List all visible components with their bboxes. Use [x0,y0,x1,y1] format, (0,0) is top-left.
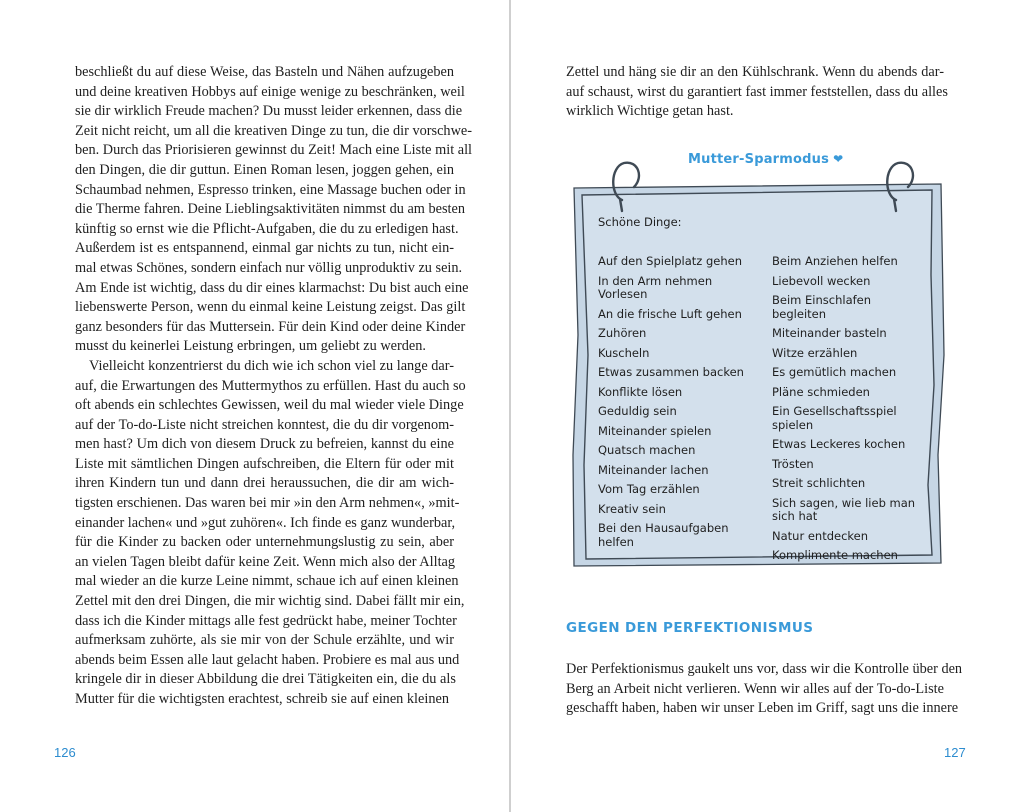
note-list-item: Liebevoll wecken [772,273,871,288]
text-line: oft abends ein schlechtes Gewissen, weil du mal wieder viele Dinge [75,397,464,414]
note-list-item: Miteinander lachen [598,462,709,477]
left-page-body-text [75,63,473,710]
text-line: künftig so ernst wie die Pflicht-Aufgaben, die du zu erledigen hast. [75,220,459,237]
note-list-item: Sich sagen, wie lieb man sich hat [772,495,916,523]
text-line: und deine kreativen Hobbys auf einige wenige zu beschränken, weil [75,83,465,100]
page-number-left: 126 [54,745,76,760]
text-line: die Therme fahren. Deine Lieblingsaktivitäten nimmst du am besten [75,201,466,218]
text-line: wirklich Wichtige getan hast. [566,103,734,120]
note-list-item: Vom Tag erzählen [598,482,700,496]
text-line: Mutter für die wichtigsten erachtest, schreib sie auf einen kleinen [75,691,449,707]
text-line: ganz besonders für das Muttersein. Für dein Kind oder deine Kinder [75,318,466,335]
page-number-right: 127 [944,745,966,760]
note-title-text: Mutter-Sparmodus [688,152,830,167]
text-line: tigsten erschienen. Das waren bei mir »in den Arm nehmen«, »mit- [75,495,460,512]
note-list-item: Beim Einschlafen begleiten [772,293,872,321]
text-line: Außerdem ist es entspannend, einmal gar nichts zu tun, nicht ein- [75,240,454,257]
note-list-item: An die frische Luft gehen [598,306,742,321]
note-title [688,152,843,167]
note-heading: Schöne Dinge: [598,215,682,229]
text-line: ihren Kindern tun und dann drei heraussuchen, die dir am wich- [75,475,454,492]
text-line: für die Kinder zu backen oder unternehmungslustig zu sein, aber [75,534,454,551]
note-list-item: In den Arm nehmen Vorlesen [598,273,713,301]
note-list-item: Quatsch machen [598,443,696,457]
text-line: mal wieder an die kurze Leine nimmt, schaue ich auf einen kleinen [75,573,459,590]
note-list-item: Konflikte lösen [598,384,683,399]
text-line: sie dir wirklich Freude machen? Du musst leider erkennen, dass die [75,103,463,120]
text-line: aufmerksam zuhörte, als sie mir von der Schule erzählte, und wir [75,632,454,649]
note-list-item: Beim Anziehen helfen [772,254,898,268]
note-list-item: Miteinander basteln [772,326,887,340]
text-line: den Dingen, die dir guttun. Einen Roman lesen, joggen gehen, ein [75,161,454,178]
text-line: men hast? Um dich von diesem Druck zu befreien, kannst du eine [75,436,454,453]
text-line: geschafft haben, haben wir unser Leben im Griff, sagt uns die innere [566,700,959,717]
note-list-item: Geduldig sein [598,404,677,418]
text-line: dass ich die Kinder mittags alle fest gedrückt habe, meiner Tochter [75,612,457,629]
note-list-left [598,255,763,555]
text-line: kringele dir in dieser Abbildung die drei Tätigkeiten ein, die du als [75,671,456,688]
text-line: beschließt du auf diese Weise, das Basteln und Nähen aufzugeben [75,64,454,80]
text-line: ben. Durch das Priorisieren gewinnst du Zeit! Mach eine Liste mit all [75,142,473,159]
note-list-item: Auf den Spielplatz gehen [598,254,743,268]
right-page-intro-text [566,63,948,122]
note-list-item: Natur entdecken [772,528,869,543]
note-list-item: Zuhören [598,326,647,340]
text-line: Zettel und häng sie dir an den Kühlschrank. Wenn du abends dar- [566,64,944,80]
note-list-item: Trösten [772,456,814,471]
text-line: auf schaust, wirst du garantiert fast immer feststellen, dass du alles [566,83,948,100]
right-page-bottom-text [566,660,963,719]
text-line: Liste mit sämtlichen Dingen aufschreiben, die Eltern für oder mit [75,455,454,472]
text-line: abends beim Essen alle laut gelacht haben. Probiere es mal aus und [75,651,460,668]
note-list-item: Es gemütlich machen [772,365,897,379]
text-line: liebenswerte Person, wenn du einmal keine Leistung zeigst. Das gilt [75,299,466,316]
note-list-item: Streit schlichten [772,476,866,490]
text-line: Berg an Arbeit nicht verlieren. Wenn wir alles auf der To-do-Liste [566,680,944,697]
text-line: mal etwas Schönes, sondern einfach nur völlig unproduktiv zu sein. [75,259,463,276]
text-line: Der Perfektionismus gaukelt uns vor, dass wir die Kontrolle über den [566,661,963,677]
note-list-item: Bei den Hausaufgaben helfen [598,521,729,549]
note-list-item: Pläne schmieden [772,384,870,399]
text-line: einander lachen« und »gut zuhören«. Ich finde es ganz wunderbar, [75,514,456,531]
note-list-item: Kuscheln [598,345,650,360]
section-heading: GEGEN DEN PERFEKTIONISMUS [566,620,814,636]
text-line: Vielleicht konzentrierst du dich wie ich schon viel zu lange dar- [89,357,454,374]
note-list-item: Etwas Leckeres kochen [772,437,906,451]
text-line: an vielen Tagen bleibt dafür keine Zeit. Wenn mich also der Alltag [75,553,456,570]
text-line: auf der To-do-Liste nicht streichen konntest, die du dir vorgenom- [75,416,454,433]
text-line: Schaumbad nehmen, Espresso trinken, eine Massage buchen oder in [75,181,466,198]
note-list-item: Ein Gesellschaftsspiel spielen [772,404,897,432]
note-list-item: Etwas zusammen backen [598,365,744,379]
text-line: auf, die Erwartungen des Muttermythos zu erfüllen. Hast du auch so [75,377,466,394]
note-list-item: Miteinander spielen [598,423,712,438]
text-line: musst du keinerlei Leistung erbringen, um geliebt zu werden. [75,338,426,355]
note-list-item: Witze erzählen [772,345,858,360]
text-line: Zettel mit den drei Dingen, die mir wichtig sind. Dabei fällt mir ein, [75,593,465,610]
note-list-item: Kreativ sein [598,501,666,516]
text-line: Am Ende ist wichtig, dass du dir eines klarmachst: Du bist auch eine [75,279,469,296]
heart-icon: ❤ [833,152,844,166]
note-list-right [772,255,937,569]
note-list-item: Komplimente machen [772,548,898,562]
text-line: Zeit nicht reicht, um all die kreativen Dinge zu tun, die dir vorschwe- [75,122,473,139]
